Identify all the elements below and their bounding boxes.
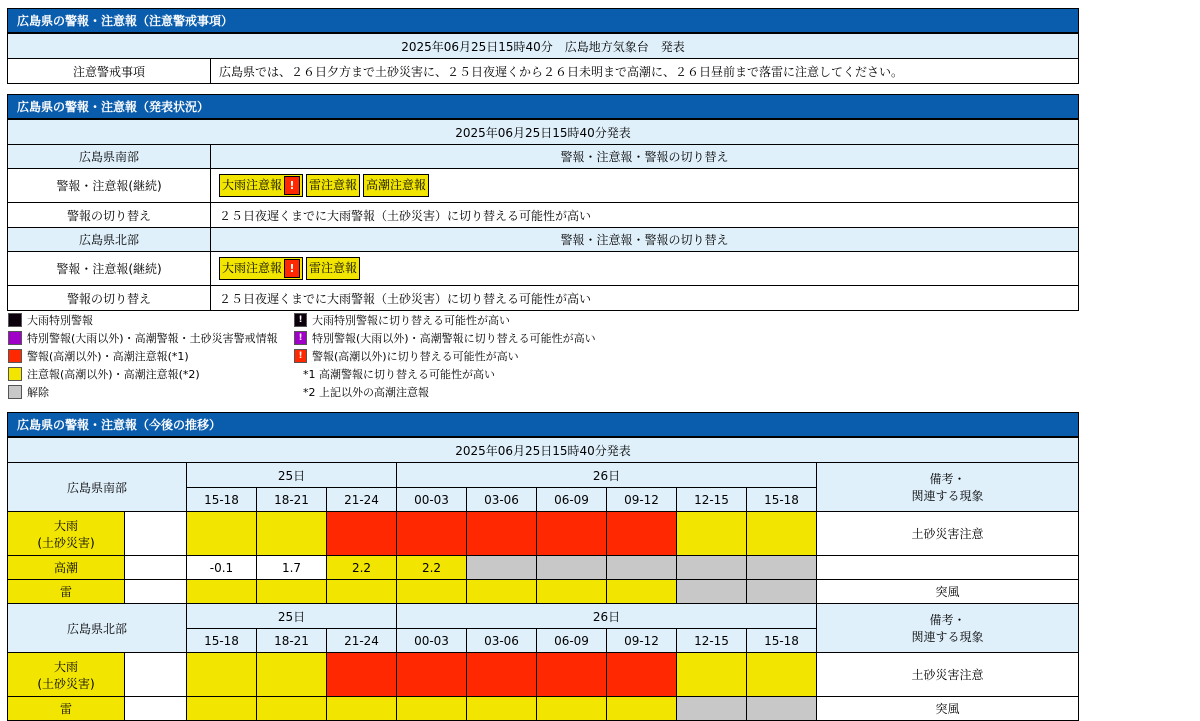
forecast-cell	[467, 512, 537, 556]
forecast-cell	[467, 697, 537, 721]
region-name-north: 広島県北部	[8, 228, 211, 252]
time-header: 18-21	[257, 488, 327, 512]
legend-item: 大雨特別警報	[8, 312, 278, 330]
forecast-cell	[257, 697, 327, 721]
remarks-header: 備考・ 関連する現象	[817, 604, 1079, 653]
time-header: 21-24	[327, 629, 397, 653]
thunder-advisory-badge[interactable]: 雷注意報	[306, 257, 360, 280]
legend-note: *1 高潮警報に切り替える可能性が高い	[303, 368, 495, 381]
region-name-north: 広島県北部	[8, 604, 187, 653]
heavy-rain-advisory-badge[interactable]: 大雨注意報 !	[219, 174, 303, 197]
forecast-row	[8, 556, 1079, 580]
remark-cell: 土砂災害注意	[817, 512, 1079, 556]
forecast-cell: -0.1	[187, 556, 257, 580]
time-header: 00-03	[397, 629, 467, 653]
forecast-cell	[467, 556, 537, 580]
blank-cell	[125, 556, 187, 580]
day-header: 25日	[187, 604, 397, 629]
south-switch-text: ２５日夜遅くまでに大雨警報（土砂災害）に切り替える可能性が高い	[211, 203, 1079, 228]
legend-item: 注意報(高潮以外)・高潮注意報(*2)	[8, 366, 278, 384]
warnings-panel	[7, 8, 1079, 84]
blank-cell	[125, 580, 187, 604]
forecast-cell	[257, 580, 327, 604]
red-swatch-icon	[8, 349, 22, 363]
upgrade-warning-icon: !	[284, 176, 300, 195]
forecast-panel	[7, 412, 1079, 721]
time-header: 12-15	[677, 629, 747, 653]
north-badges	[211, 252, 1079, 286]
forecast-cell	[187, 697, 257, 721]
forecast-cell	[747, 697, 817, 721]
forecast-cell	[327, 653, 397, 697]
forecast-cell	[397, 512, 467, 556]
purple-exclamation-icon: !	[294, 331, 307, 345]
forecast-cell	[747, 653, 817, 697]
legend-note: *2 上記以外の高潮注意報	[303, 386, 429, 399]
time-header: 06-09	[537, 488, 607, 512]
time-header: 00-03	[397, 488, 467, 512]
forecast-cell	[467, 580, 537, 604]
remark-cell: 土砂災害注意	[817, 653, 1079, 697]
forecast-cell	[677, 653, 747, 697]
remark-cell	[817, 556, 1079, 580]
legend-item: ! 特別警報(大雨以外)・高潮警報に切り替える可能性が高い	[294, 330, 596, 348]
status-col-header: 警報・注意報・警報の切り替え	[211, 145, 1079, 169]
legend-left	[8, 312, 278, 402]
forecast-cell	[537, 556, 607, 580]
forecast-cell	[607, 512, 677, 556]
time-header: 15-18	[187, 629, 257, 653]
thunder-advisory-badge[interactable]: 雷注意報	[306, 174, 360, 197]
warnings-title: 広島県の警報・注意報（注意警戒事項）	[7, 8, 1079, 33]
forecast-cell	[677, 580, 747, 604]
purple-swatch-icon	[8, 331, 22, 345]
forecast-cell: 1.7	[257, 556, 327, 580]
status-title: 広島県の警報・注意報（発表状況）	[7, 94, 1079, 119]
warnings-text: 広島県では、２６日夕方まで土砂災害に、２５日夜遅くから２６日未明まで高潮に、２６日昼前まで落雷に注意してください。	[211, 59, 1079, 84]
legend-item: 特別警報(大雨以外)・高潮警報・土砂災害警戒情報	[8, 330, 278, 348]
upgrade-warning-icon: !	[284, 259, 300, 278]
storm-surge-advisory-badge[interactable]: 高潮注意報	[363, 174, 429, 197]
phenomenon-label: 高潮	[8, 556, 125, 580]
forecast-cell	[327, 512, 397, 556]
forecast-cell	[677, 512, 747, 556]
row-label-continue: 警報・注意報(継続)	[8, 169, 211, 203]
phenomenon-label: 雷	[8, 580, 125, 604]
blank-cell	[125, 512, 187, 556]
forecast-row	[8, 653, 1079, 697]
forecast-cell	[607, 556, 677, 580]
forecast-cell	[187, 512, 257, 556]
black-exclamation-icon: !	[294, 313, 307, 327]
forecast-cell	[187, 653, 257, 697]
phenomenon-label: 雷	[8, 697, 125, 721]
forecast-cell	[397, 697, 467, 721]
forecast-cell: 2.2	[397, 556, 467, 580]
red-exclamation-icon: !	[294, 349, 307, 363]
forecast-cell	[257, 512, 327, 556]
forecast-cell	[607, 580, 677, 604]
forecast-cell	[397, 653, 467, 697]
time-header: 18-21	[257, 629, 327, 653]
forecast-cell	[537, 697, 607, 721]
time-header: 15-18	[747, 488, 817, 512]
forecast-cell	[677, 697, 747, 721]
forecast-cell	[537, 580, 607, 604]
time-header: 15-18	[187, 488, 257, 512]
status-panel	[7, 94, 1079, 311]
warnings-issued: 2025年06月25日15時40分 広島地方気象台 発表	[8, 34, 1079, 59]
time-header: 03-06	[467, 488, 537, 512]
forecast-cell	[467, 653, 537, 697]
time-header: 21-24	[327, 488, 397, 512]
warnings-label: 注意警戒事項	[8, 59, 211, 84]
day-header: 26日	[397, 604, 817, 629]
forecast-cell	[607, 697, 677, 721]
forecast-cell	[607, 653, 677, 697]
remarks-header: 備考・ 関連する現象	[817, 463, 1079, 512]
north-switch-text: ２５日夜遅くまでに大雨警報（土砂災害）に切り替える可能性が高い	[211, 286, 1079, 311]
forecast-cell	[747, 512, 817, 556]
forecast-cell	[537, 512, 607, 556]
legend-right	[294, 312, 596, 402]
forecast-row	[8, 580, 1079, 604]
day-header: 25日	[187, 463, 397, 488]
day-header: 26日	[397, 463, 817, 488]
forecast-cell	[257, 653, 327, 697]
row-label-continue: 警報・注意報(継続)	[8, 252, 211, 286]
blank-cell	[125, 653, 187, 697]
time-header: 15-18	[747, 629, 817, 653]
region-name-south: 広島県南部	[8, 145, 211, 169]
time-header: 09-12	[607, 629, 677, 653]
forecast-cell	[327, 697, 397, 721]
status-col-header: 警報・注意報・警報の切り替え	[211, 228, 1079, 252]
time-header: 03-06	[467, 629, 537, 653]
remark-cell: 突風	[817, 697, 1079, 721]
forecast-row	[8, 697, 1079, 721]
forecast-issued: 2025年06月25日15時40分発表	[8, 438, 1079, 463]
forecast-cell	[537, 653, 607, 697]
time-header: 09-12	[607, 488, 677, 512]
forecast-cell	[397, 580, 467, 604]
yellow-swatch-icon	[8, 367, 22, 381]
forecast-cell: 2.2	[327, 556, 397, 580]
legend-item: 警報(高潮以外)・高潮注意報(*1)	[8, 348, 278, 366]
gray-swatch-icon	[8, 385, 22, 399]
legend-item: 解除	[8, 384, 278, 402]
remark-cell: 突風	[817, 580, 1079, 604]
forecast-cell	[747, 556, 817, 580]
row-label-switch: 警報の切り替え	[8, 286, 211, 311]
row-label-switch: 警報の切り替え	[8, 203, 211, 228]
status-issued: 2025年06月25日15時40分発表	[8, 120, 1079, 145]
legend-item: ! 大雨特別警報に切り替える可能性が高い	[294, 312, 596, 330]
heavy-rain-advisory-badge[interactable]: 大雨注意報 !	[219, 257, 303, 280]
phenomenon-label: 大雨 (土砂災害)	[8, 653, 125, 697]
time-header: 12-15	[677, 488, 747, 512]
forecast-title: 広島県の警報・注意報（今後の推移）	[7, 412, 1079, 437]
phenomenon-label: 大雨 (土砂災害)	[8, 512, 125, 556]
blank-cell	[125, 697, 187, 721]
forecast-cell	[187, 580, 257, 604]
black-swatch-icon	[8, 313, 22, 327]
region-name-south: 広島県南部	[8, 463, 187, 512]
forecast-cell	[677, 556, 747, 580]
legend-item: ! 警報(高潮以外)に切り替える可能性が高い	[294, 348, 596, 366]
forecast-cell	[327, 580, 397, 604]
forecast-cell	[747, 580, 817, 604]
south-badges	[211, 169, 1079, 203]
forecast-row	[8, 512, 1079, 556]
time-header: 06-09	[537, 629, 607, 653]
